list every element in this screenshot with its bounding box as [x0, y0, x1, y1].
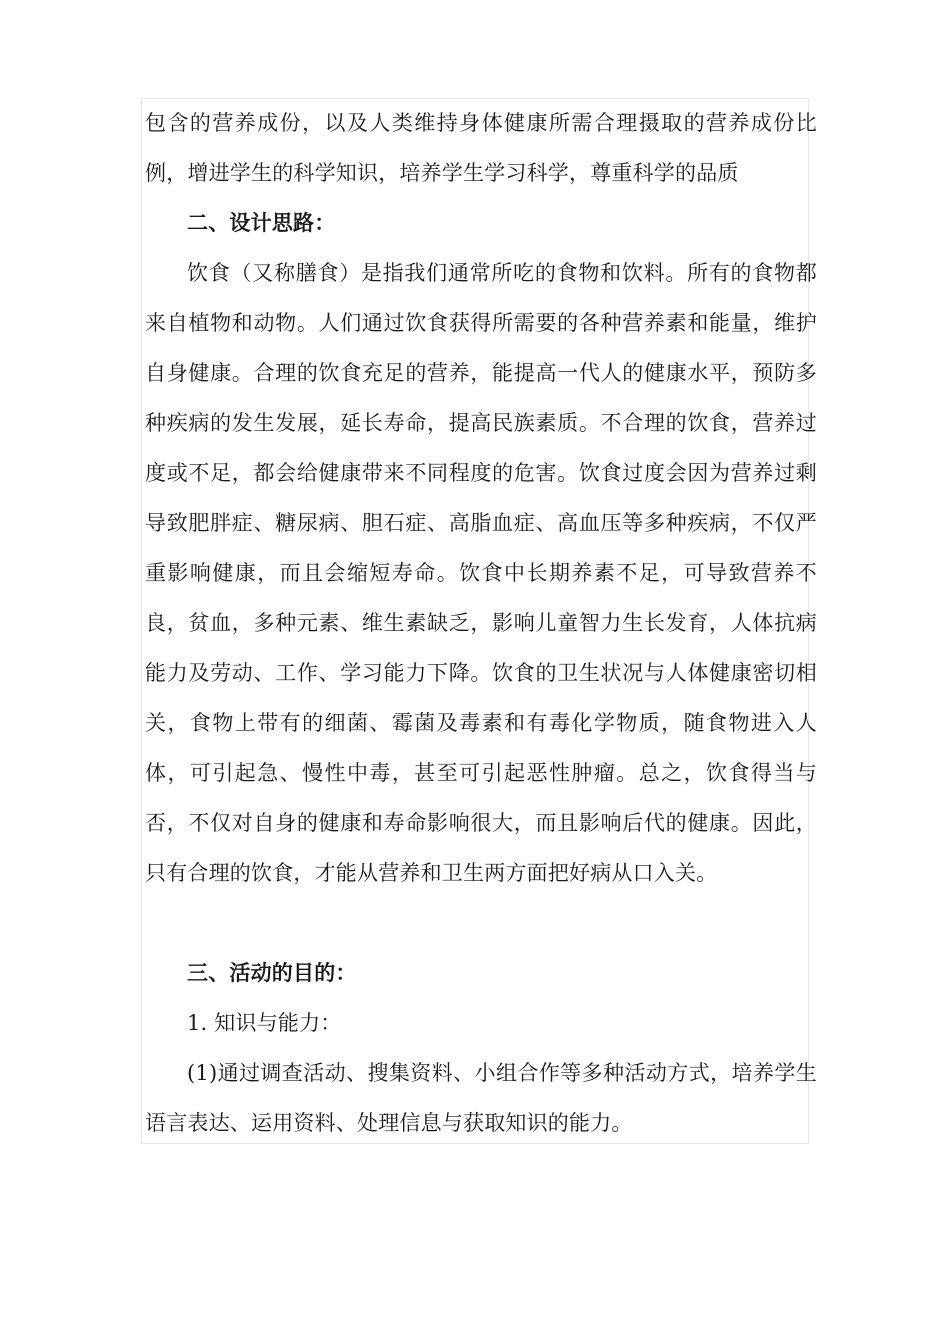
knowledge-ability-title: 1. 知识与能力： [187, 1011, 342, 1035]
design-section-body: 饮食（又称膳食）是指我们通常所吃的食物和饮料。所有的食物都来自植物和动物。人们通过饮食获得所需要的各种营养素和能量，维护自身健康。合理的饮食充足的营养，能提高一代人的健康水平，预防多种疾病的发生发展，延长寿命，提高民族素质。不合理的饮食，营养过度或不足，都会给健康带来不同程度的危害。饮食过度会因为营养过剩导致肥胖症、糖尿病、胆石症、高脂血症、高血压等多种疾病，不仅严重影响健康，而且会缩短寿命。饮食中长期养素不足，可导致营养不良，贫血，多种元素、维生素缺乏，影响儿童智力生长发育，人体抗病能力及劳动、工作、学习能力下降。饮食的卫生状况与人体健康密切相关，食物上带有的细菌、霉菌及毒素和有毒化学物质，随食物进入人体，可引起急、慢性中毒，甚至可引起恶性肿瘤。总之，饮食得当与否，不仅对自身的健康和寿命影响很大，而且影响后代的健康。因此，只有合理的饮食，才能从营养和卫生两方面把好病从口入关。 [145, 261, 817, 885]
purpose-section-heading: 三、活动的目的： [187, 961, 357, 985]
design-section-heading: 二、设计思路： [187, 211, 336, 235]
list-item: (1)通过调查活动、搜集资料、小组合作等多种活动方式，培养学生语言表达、运用资料、处理信息与获取知识的能力。 [145, 1061, 817, 1135]
document-page [145, 98, 817, 1148]
intro-paragraph: 包含的营养成份，以及人类维持身体健康所需合理摄取的营养成份比例，增进学生的科学知识，培养学生学习科学，尊重科学的品质 [145, 111, 817, 185]
